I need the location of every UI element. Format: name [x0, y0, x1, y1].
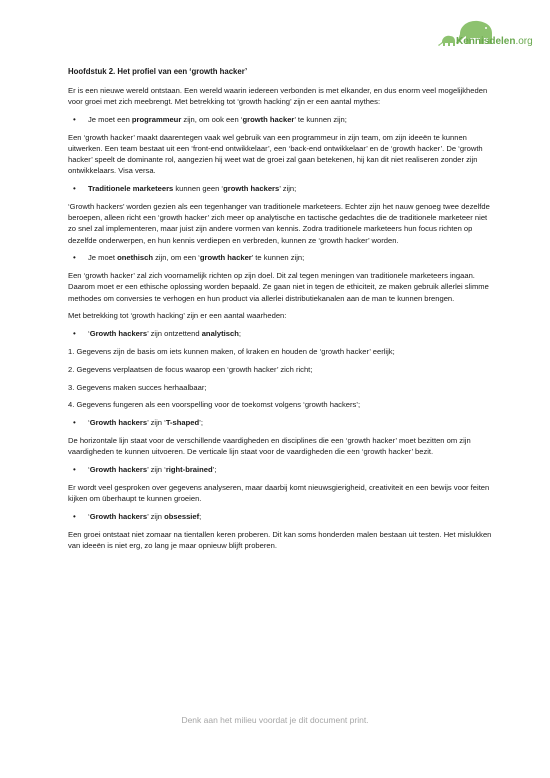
myth-bullet-programmer: • Je moet een programmeur zijn, om ook een ‘growth hacker’ te kunnen zijn; — [68, 114, 493, 125]
logo-text: Kennisdelen.org — [456, 36, 533, 47]
paragraph-t-shaped: De horizontale lijn staat voor de verschillende vaardigheden en disciplines die een ‘growth hacker’ moet bezitten om zijn vaardigheden te kunnen uitvoeren. De verticale lijn staat voor de vaardigheden die een ‘growth hacker’ bezit. — [68, 435, 471, 457]
numbered-item: 3. Gegevens maken succes herhaalbaar; — [68, 382, 207, 392]
numbered-item: 2. Gegevens verplaatsen de focus waarop een ‘growth hacker’ zich richt; — [68, 364, 313, 374]
truths-intro: Met betrekking tot ‘growth hacking’ zijn er een aantal waarheden: — [68, 311, 287, 321]
truth-bullet-analytical: • ‘Growth hackers’ zijn ontzettend analytisch; — [68, 328, 493, 339]
truth-bullet-obsessive: • ‘Growth hackers’ zijn obsessief; — [68, 511, 493, 522]
intro-paragraph: Er is een nieuwe wereld ontstaan. Een wereld waarin iedereen verbonden is met elkander, en dus enorm veel mogelijkheden voor groei met zich meebrengt. Met betrekking tot ‘growth hacking’ zijn er een aantal mythes: — [68, 86, 488, 107]
kennisdelen-logo — [422, 14, 532, 54]
elephant-icon — [422, 14, 532, 54]
paragraph-programmer: Een ‘growth hacker’ maakt daarentegen vaak wel gebruik van een programmeur in zijn team, om zijn ideeën te kunnen uitwerken. Een team bestaat uit een ‘front-end ontwikkelaar’, een ‘back-end ontwikkelaar’ en de ‘growth hacker’. De ‘growth hacker’ speelt de dominante rol, aangezien hij weet wat de groei zal gaan betekenen, hij kan dit niet realiseren zonder zijn ontwikkelaars. Visa versa. — [68, 132, 483, 176]
document-body — [68, 66, 493, 558]
paragraph-ethics: Een ‘growth hacker’ zal zich voornamelijk richten op zijn doel. Dit zal tegen meningen van traditionele marketeers ingaan. Daarom moet er een ethische oplossing worden bepaald. Ze gaan niet in tegen de ethiciteit, ze maken gebruik allerlei slimme methodes om conversies te verhogen en hun product via allerlei distributiekanalen aan de man te kunnen brengen. — [68, 271, 489, 303]
chapter-title: Hoofdstuk 2. Het profiel van een ‘growth hacker’ — [68, 67, 248, 76]
truth-bullet-right-brained: • ‘Growth hackers’ zijn ‘right-brained’; — [68, 464, 493, 475]
numbered-item: 4. Gegevens fungeren als een voorspelling voor de toekomst volgens ‘growth hackers’; — [68, 400, 361, 410]
myth-bullet-marketeers: • Traditionele marketeers kunnen geen ‘growth hackers’ zijn; — [68, 183, 493, 194]
footer-note: Denk aan het milieu voordat je dit document print. — [181, 715, 369, 725]
truth-bullet-t-shaped: • ‘Growth hackers’ zijn ‘T-shaped’; — [68, 417, 493, 428]
paragraph-marketeers: ‘Growth hackers’ worden gezien als een tegenhanger van traditionele marketeers. Echter zijn het nauw genoeg twee dezelfde beroepen, alleen richt een ‘growth hacker’ zich meer op analytische en tactische gedachtes die de traditionele marketeer niet zo snel zal implementeren, maar juist zijn andere vormen van kennis. Zodra traditionele marketeers hun focus richten op dezelfde onderwerpen, en hun kennis verdiepen en verbreden, kunnen ze ‘growth hacker’ worden. — [68, 202, 490, 245]
paragraph-obsessive: Een groei ontstaat niet zomaar na tientallen keren proberen. Dit kan soms honderden malen bestaan uit testen. Het mislukken van ideeën is niet erg, zo lang je maar opnieuw blijft proberen. — [68, 529, 492, 550]
numbered-item: 1. Gegevens zijn de basis om iets kunnen maken, of kraken en houden de ‘growth hacker’ eerlijk; — [68, 347, 395, 356]
myth-bullet-unethical: • Je moet onethisch zijn, om een ‘growth hacker’ te kunnen zijn; — [68, 252, 493, 263]
paragraph-right-brained: Er wordt veel gesproken over gegevens analyseren, maar daarbij komt nieuwsgierigheid, creativiteit en een bewijs voor feiten kijken om überhaupt te kunnen groeien. — [68, 482, 490, 503]
